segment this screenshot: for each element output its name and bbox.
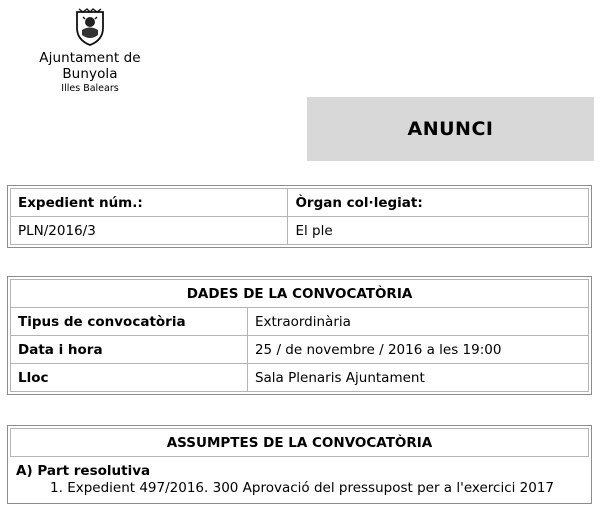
date-time-value: 25 / de novembre / 2016 a les 19:00 <box>247 336 588 364</box>
file-info-table <box>7 185 592 248</box>
org-name: Ajuntament de Bunyola <box>39 50 141 82</box>
matters-title: ASSUMPTES DE LA CONVOCATÒRIA <box>11 429 589 457</box>
expedient-value: PLN/2016/3 <box>11 217 288 245</box>
organ-value: El ple <box>288 217 589 245</box>
document-type-banner: ANUNCI <box>307 97 594 161</box>
org-region: Illes Balears <box>61 83 119 94</box>
convocation-type-value: Extraordinària <box>247 308 588 336</box>
table-row <box>11 364 589 392</box>
list-item <box>50 480 583 496</box>
agenda-item-number: 1. <box>50 480 63 496</box>
convocation-title: DADES DE LA CONVOCATÒRIA <box>11 280 589 308</box>
convocation-matters <box>7 425 592 504</box>
expedient-label: Expedient núm.: <box>11 189 288 217</box>
convocation-type-label: Tipus de convocatòria <box>11 308 248 336</box>
coat-of-arms-icon <box>73 8 107 46</box>
convocation-data-table <box>7 276 592 395</box>
table-row <box>11 308 589 336</box>
municipal-header <box>14 8 166 94</box>
agenda-item-text: Expedient 497/2016. 300 Aprovació del pressupost per a l'exercici 2017 <box>67 480 555 496</box>
date-time-label: Data i hora <box>11 336 248 364</box>
place-label: Lloc <box>11 364 248 392</box>
place-value: Sala Plenaris Ajuntament <box>247 364 588 392</box>
table-row <box>11 336 589 364</box>
agenda-list <box>16 480 583 501</box>
organ-label: Òrgan col·legiat: <box>288 189 589 217</box>
section-heading: A) Part resolutiva <box>16 463 151 479</box>
